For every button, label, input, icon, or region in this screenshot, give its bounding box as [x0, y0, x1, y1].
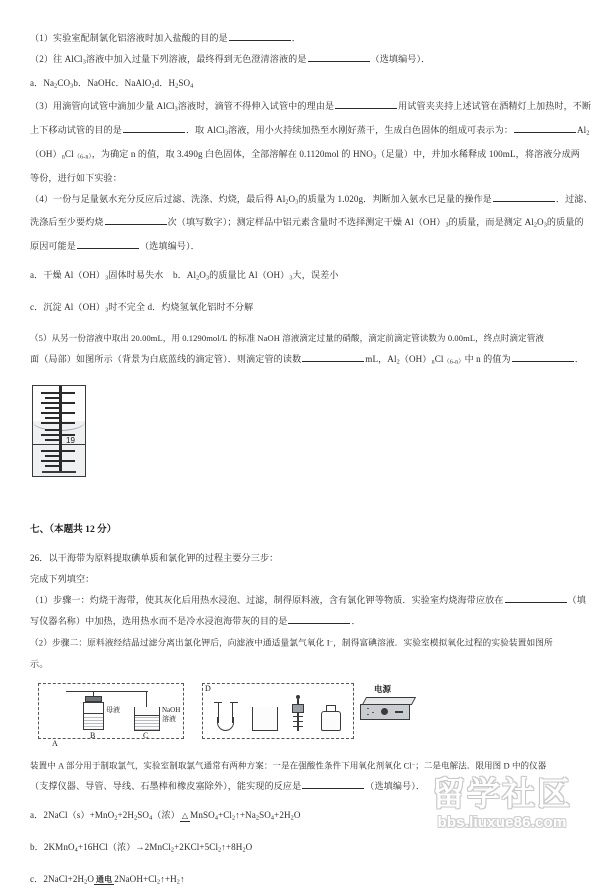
- burette-tick: [45, 417, 59, 418]
- q3-text-e: ．取 AlCl: [185, 125, 225, 136]
- q3-cl-sub: （6-n）: [73, 153, 92, 161]
- question-26-stem: 26．以干海带为原料提取碘单质和氯化钾的过程主要分三步：: [30, 553, 279, 564]
- spacer: [30, 320, 570, 328]
- q3-text-a: （3）用滴管向试管中滴加少量 AlCl: [30, 101, 175, 112]
- answer-blank[interactable]: [512, 355, 574, 363]
- q3-oh: （OH）: [30, 148, 62, 159]
- reagent-bottle: [321, 711, 341, 731]
- spacer: [30, 257, 570, 265]
- question-26-instruction: 完成下列填空：: [30, 574, 95, 585]
- q3-n: n: [61, 153, 65, 161]
- burette-tube: [32, 385, 86, 477]
- square-beaker: [252, 707, 278, 731]
- reaction-condition-electrolysis: 通电: [96, 874, 113, 884]
- q4-text-e: 洗涤后至少要灼烧: [30, 217, 104, 228]
- answer-blank[interactable]: [514, 125, 576, 133]
- bottom-text-a2: ；二是电解法．限用图 D 中的仪器: [415, 760, 547, 771]
- eq-b-label: b．: [30, 842, 44, 853]
- question-4-option-ab: [30, 265, 570, 289]
- burette-tick: [41, 422, 75, 423]
- question-5-line2: [30, 349, 584, 373]
- opt-b-text2: O: [199, 270, 206, 281]
- opt-b-text4: 大，误差小: [292, 270, 339, 281]
- rod-mark: [293, 716, 303, 717]
- question-4-line1: [30, 189, 593, 213]
- question-3-line2: [30, 120, 590, 144]
- opt-c-sub: 3: [105, 306, 109, 314]
- q2-text-b: 溶液中加入过量下列溶液，最终得到无色澄清溶液的是: [85, 54, 307, 64]
- apparatus-diagram: [38, 681, 558, 753]
- iodide-charge: −: [329, 639, 334, 646]
- apparatus-label-d: D: [205, 683, 211, 693]
- q3-sub2: 3: [224, 129, 228, 137]
- q4-text-k: （选填编号）．: [139, 241, 200, 252]
- opt-a-sub: 3: [105, 274, 109, 282]
- spacer: [30, 829, 570, 837]
- q4-text-g: 的质量，而是测定 Al: [448, 217, 534, 228]
- q3-text-f: 溶液，用小火持续加热至水刚好蒸干，生成白色固体的组成可表示为：: [228, 125, 514, 136]
- step1-text-c: 写仪器名称）中加热，选用热水而不是冷水浸泡海带灰的目的是: [30, 616, 288, 627]
- q5-text-e: Cl: [434, 354, 444, 365]
- equation-option-b: b．2KMnO$_4$+16HCl（浓）$\to 2MnCl_2+2KCl+5Cl_2↑+8H_2O$: [30, 842, 253, 854]
- step2-text-a: （2）步骤二：原料液经结晶过滤分离出氯化钾后，向滤液中通适量氯气氧化 I: [30, 637, 330, 648]
- q4-text-j: 原因可能是: [30, 241, 76, 252]
- question-4-line3: [30, 236, 570, 257]
- bottom-text-a: 装置中 A 部分用于制取氯气，实验室制取氯气通常有两种方案：一是在强酸性条件下用氧化剂氧化 Cl: [30, 760, 412, 771]
- step1-text-a: （1）步骤一：灼烧干海带，使其灰化后用热水浸泡、过滤，制得原料液，含有氯化钾等物质．实验室灼烧海带应放在: [30, 595, 504, 606]
- burette-reading-label: 19: [66, 436, 75, 446]
- step2-line2: 示。: [30, 658, 49, 669]
- answer-blank[interactable]: [123, 125, 185, 133]
- annotation-naoh: NaOH: [162, 705, 181, 714]
- q4-text-i: 的质量的: [546, 217, 584, 228]
- opt-b-sub2: 3: [205, 274, 210, 282]
- rod-mark: [293, 721, 303, 722]
- opt-b-sub1: 2: [196, 274, 200, 282]
- q3-sub3: 2: [586, 129, 590, 137]
- equation-option-c: c．$2NaCl+2H_2O$ 通电 $2NaOH+Cl_2↑+H_2↑$: [30, 873, 185, 886]
- answer-blank[interactable]: [308, 54, 370, 62]
- q4-text-b: O: [288, 193, 296, 204]
- opt-a-text2: 固体时易失水: [108, 270, 164, 281]
- flask-b-level: [84, 713, 103, 714]
- opt-c-text2: 时不完全 d．灼烧氢氧化铝时不分解: [108, 301, 254, 312]
- apparatus-label-a: A: [52, 738, 58, 748]
- answer-blank[interactable]: [302, 355, 364, 363]
- power-supply-group: [354, 683, 418, 729]
- bottom-text-c: （选填编号）．: [365, 781, 426, 792]
- q4-text-f: 次（填写数字）；测定样品中铝元素含量时不选择测定干燥 Al（OH）: [167, 217, 446, 228]
- burette-tick: [45, 439, 59, 440]
- q3-text-c: 用试管夹夹持上述试管在酒精灯上加热时，不断: [398, 101, 592, 112]
- reaction-condition-heat: △: [181, 811, 189, 821]
- beaker-c-level: [135, 715, 159, 716]
- answer-blank[interactable]: [229, 33, 291, 41]
- q3-text-g: Al: [577, 125, 587, 136]
- q5-text-b: 面（局部）如图所示（背景为白底蓝线的滴定管）．则滴定管的读数: [30, 354, 302, 365]
- burette-tick: [41, 412, 75, 413]
- step2-text-b: ，制得富碘溶液．实验室模拟氧化过程的实验装置如图所: [333, 637, 553, 648]
- flask-b-liquid: [84, 717, 103, 729]
- answer-blank[interactable]: [77, 241, 139, 249]
- q4-text-d: ．过滤、: [555, 193, 593, 204]
- beaker-c-liquid: [135, 717, 159, 730]
- spacer: [30, 861, 570, 869]
- q4-sub5: 3: [543, 222, 547, 230]
- spacer: [30, 797, 570, 805]
- q5-text-c: mL，Al: [365, 354, 397, 365]
- answer-blank[interactable]: [302, 782, 364, 790]
- spacer: [30, 503, 570, 519]
- burette-tick: [41, 402, 75, 403]
- question-4-line2: [30, 212, 584, 236]
- q5-sub1: 2: [396, 359, 400, 367]
- bottom-text-b: （支撑仪器、导管、导线、石墨棒和橡皮塞除外），能实现的反应是: [30, 781, 302, 792]
- bottom-paragraph-line1: [30, 755, 570, 777]
- burette-tick: [45, 407, 59, 408]
- answer-blank[interactable]: [105, 218, 167, 226]
- q4-text-c: 的质量为 1.020g．判断加入氨水已足量的操作是: [298, 193, 492, 204]
- annotation-naoh-solution: 溶液: [162, 714, 176, 723]
- q3-sub4: 3: [372, 153, 377, 161]
- opt-c-text: c．沉淀 Al（OH）: [30, 301, 106, 312]
- answer-blank[interactable]: [288, 616, 350, 624]
- u-tube-lip-left: [214, 702, 222, 703]
- spacer: [30, 540, 570, 548]
- burette-tick: [41, 450, 75, 451]
- burette-tick: [41, 460, 75, 461]
- burette-tick: [45, 455, 59, 456]
- eq-c-label: c．: [30, 873, 44, 884]
- opt-a-text: a．干燥 Al（OH）: [30, 270, 106, 281]
- step1-text-d: ．: [351, 616, 361, 627]
- equation-option-a: a．$2NaCl(s)+MnO_2+2H_2SO_4$（浓） △ $MnSO_4+Cl_2↑+Na_2SO_4+2H_2O$: [30, 810, 301, 823]
- question-3-line1: [30, 96, 592, 120]
- connector-tube-top: [66, 691, 148, 692]
- q3-text-d: 上下移动试管的目的是: [30, 125, 122, 136]
- burette-center-line: [59, 386, 62, 472]
- q4-sub1: 2: [285, 198, 289, 206]
- spacer: [30, 477, 570, 503]
- apparatus-label-b: B: [90, 730, 96, 740]
- electrode-stopper: [292, 704, 304, 713]
- question-3-line4: 等份，进行如下实验：: [30, 172, 122, 183]
- burette-base: [42, 471, 76, 474]
- burette-tick: [45, 465, 59, 466]
- question-1: [30, 28, 570, 49]
- step2-line1: [30, 632, 570, 654]
- bottom-paragraph-line2: [30, 776, 570, 797]
- chloride-charge: −: [411, 761, 416, 768]
- q3-text-b: 溶液时，滴管不得伸入试管中的理由是: [177, 101, 335, 112]
- rod-mark: [293, 726, 303, 727]
- opt-b-text: b．Al: [172, 270, 197, 281]
- q4-text-a: （4）一份与足量氨水充分反应后过滤、洗涤、灼烧，最后得 Al: [30, 193, 286, 204]
- q3-sub: 3: [174, 106, 178, 114]
- q5-sub2: n: [431, 359, 435, 367]
- q3-text-i: （足量）中，并加水稀释成 100mL，将溶液分成两: [376, 148, 580, 159]
- question-2-options: a．$Na_2CO_3b$．NaOHc．NaAlO$_2$d．$H_2SO_4$: [30, 77, 194, 90]
- question-3-line3: [30, 144, 580, 168]
- q5-text-f: 中 n 的值为: [464, 354, 511, 365]
- q2-sub: 3: [82, 58, 86, 66]
- q3-cl: Cl: [64, 148, 74, 159]
- burette-tick: [45, 397, 59, 398]
- answer-blank[interactable]: [505, 595, 567, 603]
- answer-blank[interactable]: [493, 194, 555, 202]
- annotation-mother-liquor: 母液: [106, 705, 120, 714]
- q2-text-a: （2）往 AlCl: [30, 54, 83, 64]
- opt-b-text3: 的质量比 Al（OH）: [209, 270, 290, 281]
- burette-tick: [41, 392, 75, 393]
- power-supply-label: 电源: [374, 683, 392, 694]
- q1-text: （1）实验室配制氯化铝溶液时加入盐酸的目的是: [30, 33, 228, 43]
- connector-tube-down-c: [146, 691, 147, 707]
- watermark-title: 留学社区: [432, 775, 572, 812]
- q3-text-h: ，为确定 n 的值，取 3.490g 白色固体，全部溶解在 0.1120mol 的 HNO: [91, 148, 373, 159]
- q5-sub3: （6-n）: [443, 359, 465, 367]
- u-tube-lip-right: [230, 702, 238, 703]
- question-2: [30, 49, 570, 73]
- opt-b-sub3: 3: [289, 274, 293, 282]
- q1-end: ．: [291, 33, 301, 43]
- step1-line1: [30, 590, 586, 611]
- q5-text-d: （OH）: [399, 354, 432, 365]
- q4-sub3: 3: [445, 222, 449, 230]
- apparatus-label-c: C: [143, 730, 149, 740]
- question-5-line1: （5）从另一份溶液中取出 20.00mL，用 0.1290mol/L 的标准 NaOH 溶液滴定过量的硝酸，滴定前滴定管读数为 0.00mL，终点时滴定管液: [30, 333, 544, 344]
- step1-text-b: （填: [567, 595, 586, 606]
- watermark-url: bbs.liuxue86.com: [437, 814, 567, 831]
- burette-tick: [45, 429, 59, 430]
- section-7-header: 七、（本题共 12 分）: [30, 524, 117, 536]
- question-4-option-cd: [30, 297, 570, 321]
- step1-line2: [30, 611, 570, 632]
- q4-sub4: 2: [533, 222, 538, 230]
- q4-text-h: O: [537, 217, 544, 228]
- q4-sub2: 3: [295, 198, 299, 206]
- eq-a-label: a．: [30, 810, 44, 821]
- q5-text-g: ．: [574, 354, 584, 365]
- answer-blank[interactable]: [335, 102, 397, 110]
- spacer: [30, 289, 570, 297]
- burette-figure: [32, 385, 96, 477]
- q2-text-c: （选填编号）．: [370, 54, 431, 64]
